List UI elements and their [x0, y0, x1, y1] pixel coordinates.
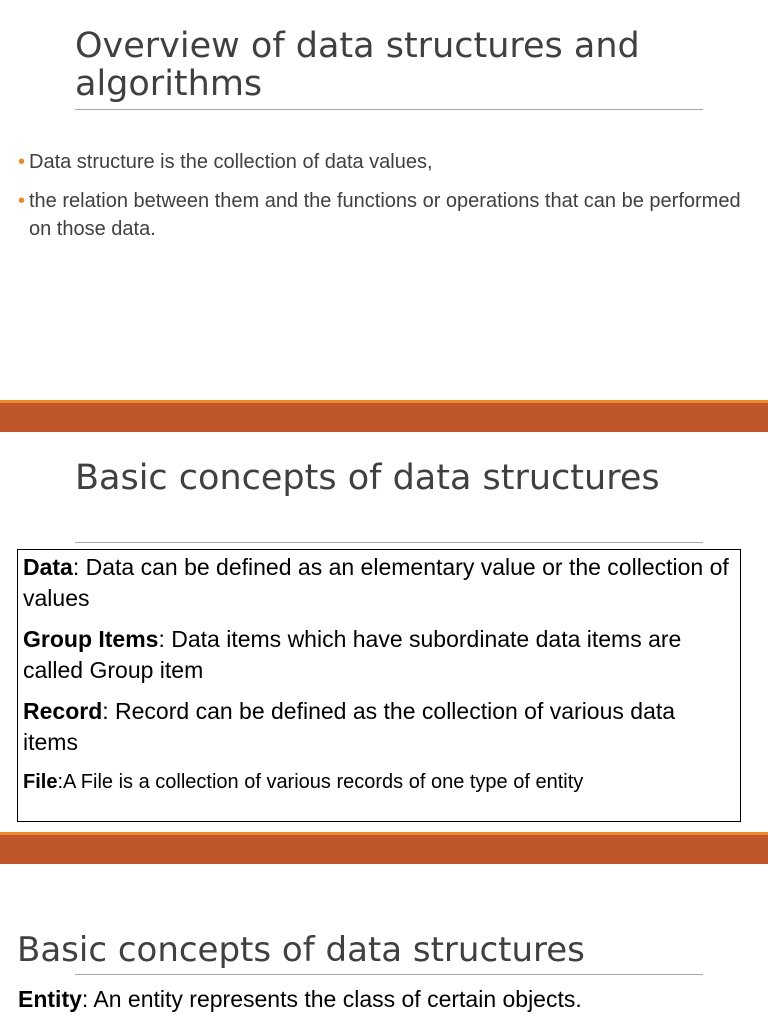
definitions-box	[17, 549, 741, 822]
definition-text: :A File is a collection of various records of one type of entity	[57, 771, 584, 793]
bullet-item	[18, 187, 748, 243]
bullet-text: the relation between them and the functions or operations that can be performed on those data.	[29, 190, 741, 240]
bullet-list	[18, 148, 748, 254]
definition-entity	[18, 984, 582, 1015]
slide-overview	[0, 0, 768, 400]
definition-term: Group Items	[23, 626, 159, 652]
bullet-icon: •	[18, 190, 26, 212]
definition-term: Entity	[18, 986, 82, 1012]
definition-text: : Data can be defined as an elementary value or the collection of values	[23, 554, 729, 611]
definition-text: : An entity represents the class of certain objects.	[81, 986, 582, 1012]
definition-term: Record	[23, 698, 103, 724]
bullet-item	[18, 148, 748, 176]
definition-term: File	[23, 771, 58, 793]
definition-data	[23, 552, 735, 614]
title-underline	[75, 542, 703, 543]
definition-file	[23, 768, 735, 796]
slide-title: Overview of data structures and algorithms	[75, 26, 640, 104]
slide-title: Basic concepts of data structures	[17, 930, 585, 970]
slide-basic-concepts	[0, 432, 768, 832]
slide-basic-concepts-continued	[0, 864, 768, 1024]
definition-text: : Record can be defined as the collection of various data items	[23, 698, 676, 755]
slide-title: Basic concepts of data structures	[75, 458, 660, 498]
title-underline	[75, 109, 703, 110]
definition-group-items	[23, 624, 735, 686]
title-underline	[75, 974, 703, 975]
slide-separator	[0, 832, 768, 864]
definition-text: : Data items which have subordinate data items are called Group item	[23, 626, 682, 683]
bullet-text: Data structure is the collection of data values,	[29, 151, 433, 173]
definition-term: Data	[23, 554, 73, 580]
bullet-icon: •	[18, 151, 26, 173]
definition-record	[23, 696, 735, 758]
slide-separator	[0, 400, 768, 432]
